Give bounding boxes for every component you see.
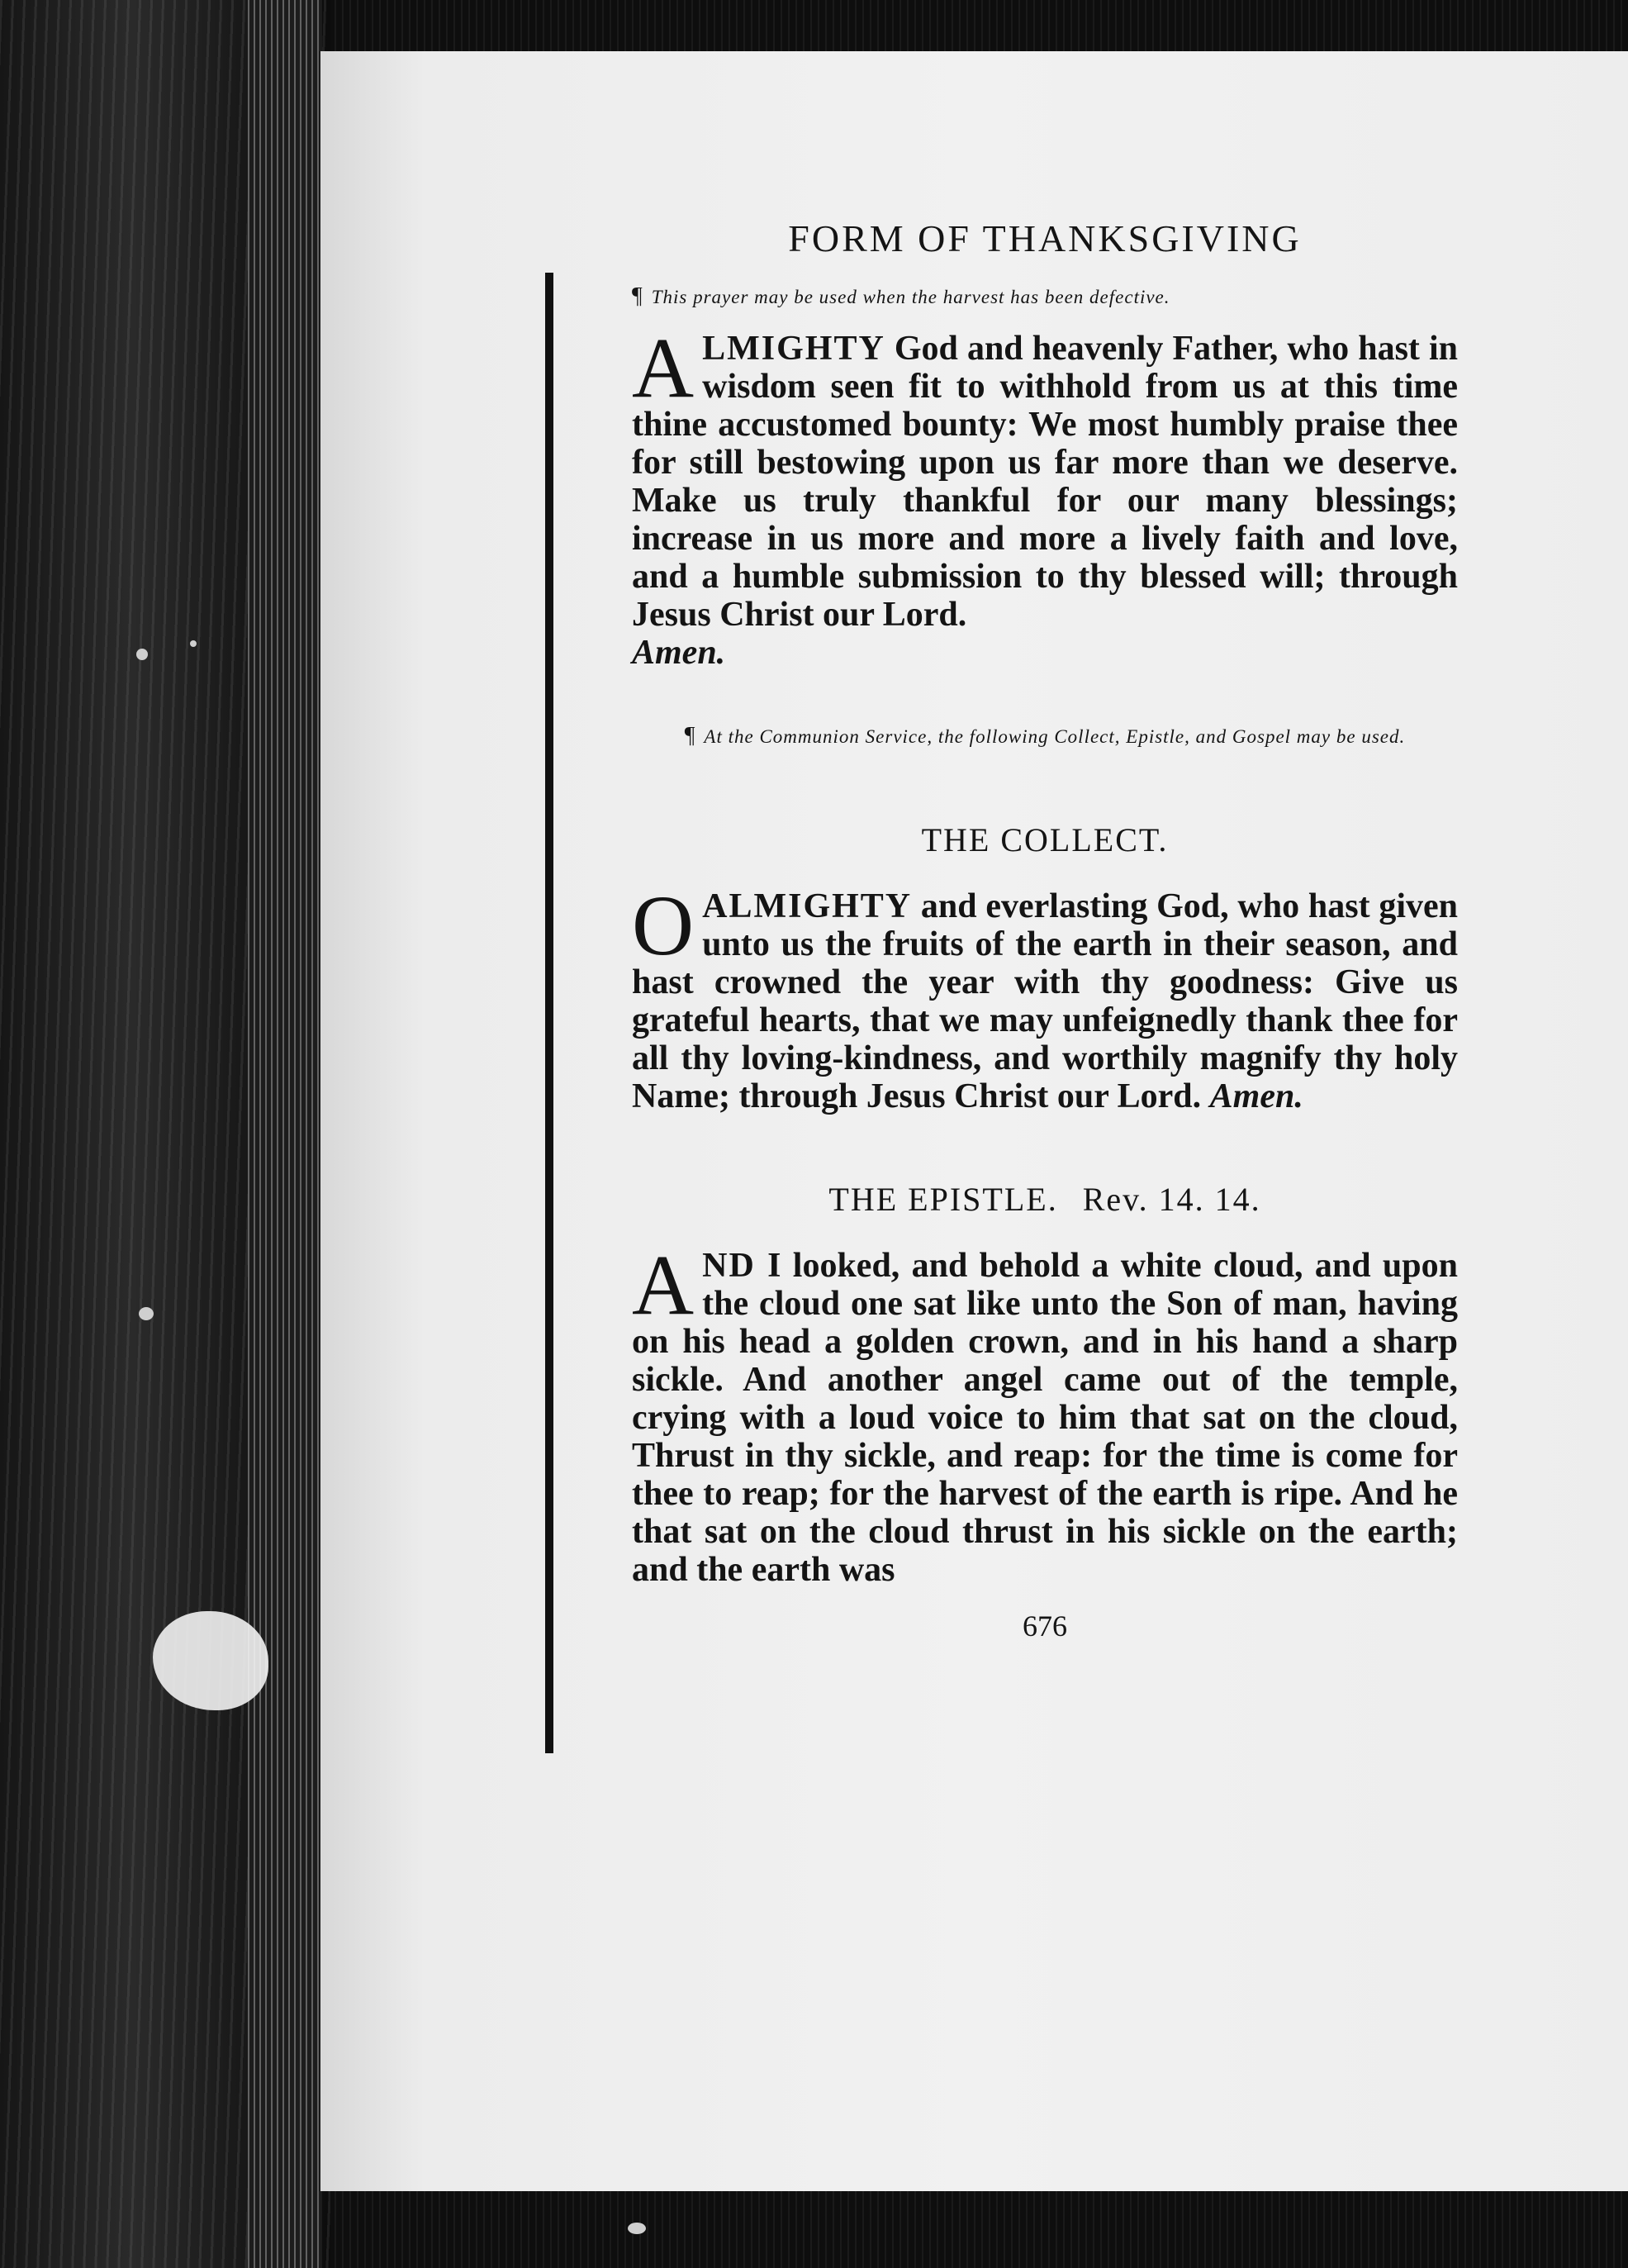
page-title: FORM OF THANKSGIVING (788, 217, 1302, 259)
page-content (632, 216, 1458, 1643)
epistle-text: I looked, and behold a white cloud, and upon the cloud one sat like unto the Son of man, having on his head a golden crown, and in his hand a sharp sickle. And another angel came out of the temple, crying with a loud voice to him that sat on the cloud, Thrust in thy sickle, and reap: for the time is come for thee to reap; for the harvest of the earth is ripe. And he that sat on the cloud thrust in his sickle on the earth; and the earth was (632, 1247, 1458, 1589)
lead-word: ALMIGHTY (702, 887, 913, 925)
prayer-text: God and heavenly Father, who hast in wisdom seen fit to withhold from us at this time thine accustomed bounty: We most humbly praise thee for still bestowing upon us far more than we deserve. Make us truly thankful for our many blessings; increase in us more and more a lively faith and love, and a humble submission to thy blessed will; through Jesus Christ our Lord. (632, 330, 1458, 634)
margin-rule (545, 273, 553, 1753)
epistle-text-block (632, 1238, 1458, 1589)
collect-text: and everlasting God, who hast given unto us the fruits of the earth in their season, and hast crowned the year with thy goodness: Give us grateful hearts, that we may unfeignedly thank thee for all thy loving-kindness, and worthily magnify thy holy Name; through Jesus Christ our Lord. (632, 887, 1458, 1115)
thanksgiving-prayer (632, 321, 1458, 672)
drop-cap: O (632, 878, 695, 973)
drop-cap: A (632, 1238, 695, 1333)
pilcrow-icon: ¶ (684, 723, 696, 749)
epistle-reference: Rev. 14. 14. (1082, 1181, 1261, 1218)
epistle-heading (632, 1180, 1458, 1219)
rubric-text: At the Communion Service, the following Collect, Epistle, and Gospel may be used. (704, 726, 1406, 747)
lead-word: LMIGHTY (702, 330, 885, 368)
collect-heading: THE COLLECT. (921, 821, 1169, 858)
amen: Amen. (1209, 1077, 1303, 1115)
amen: Amen. (632, 634, 726, 672)
rubric-text: This prayer may be used when the harvest has been defective. (651, 287, 1170, 307)
pilcrow-icon: ¶ (632, 283, 643, 309)
rubric-harvest (632, 283, 1458, 310)
epistle-title: THE EPISTLE. (828, 1181, 1058, 1218)
lead-word: ND (702, 1247, 756, 1285)
rubric-communion (632, 723, 1458, 749)
page-number: 676 (1023, 1609, 1067, 1643)
page-edges (248, 0, 322, 2268)
drop-cap: A (632, 321, 695, 416)
collect-prayer (632, 878, 1458, 1115)
